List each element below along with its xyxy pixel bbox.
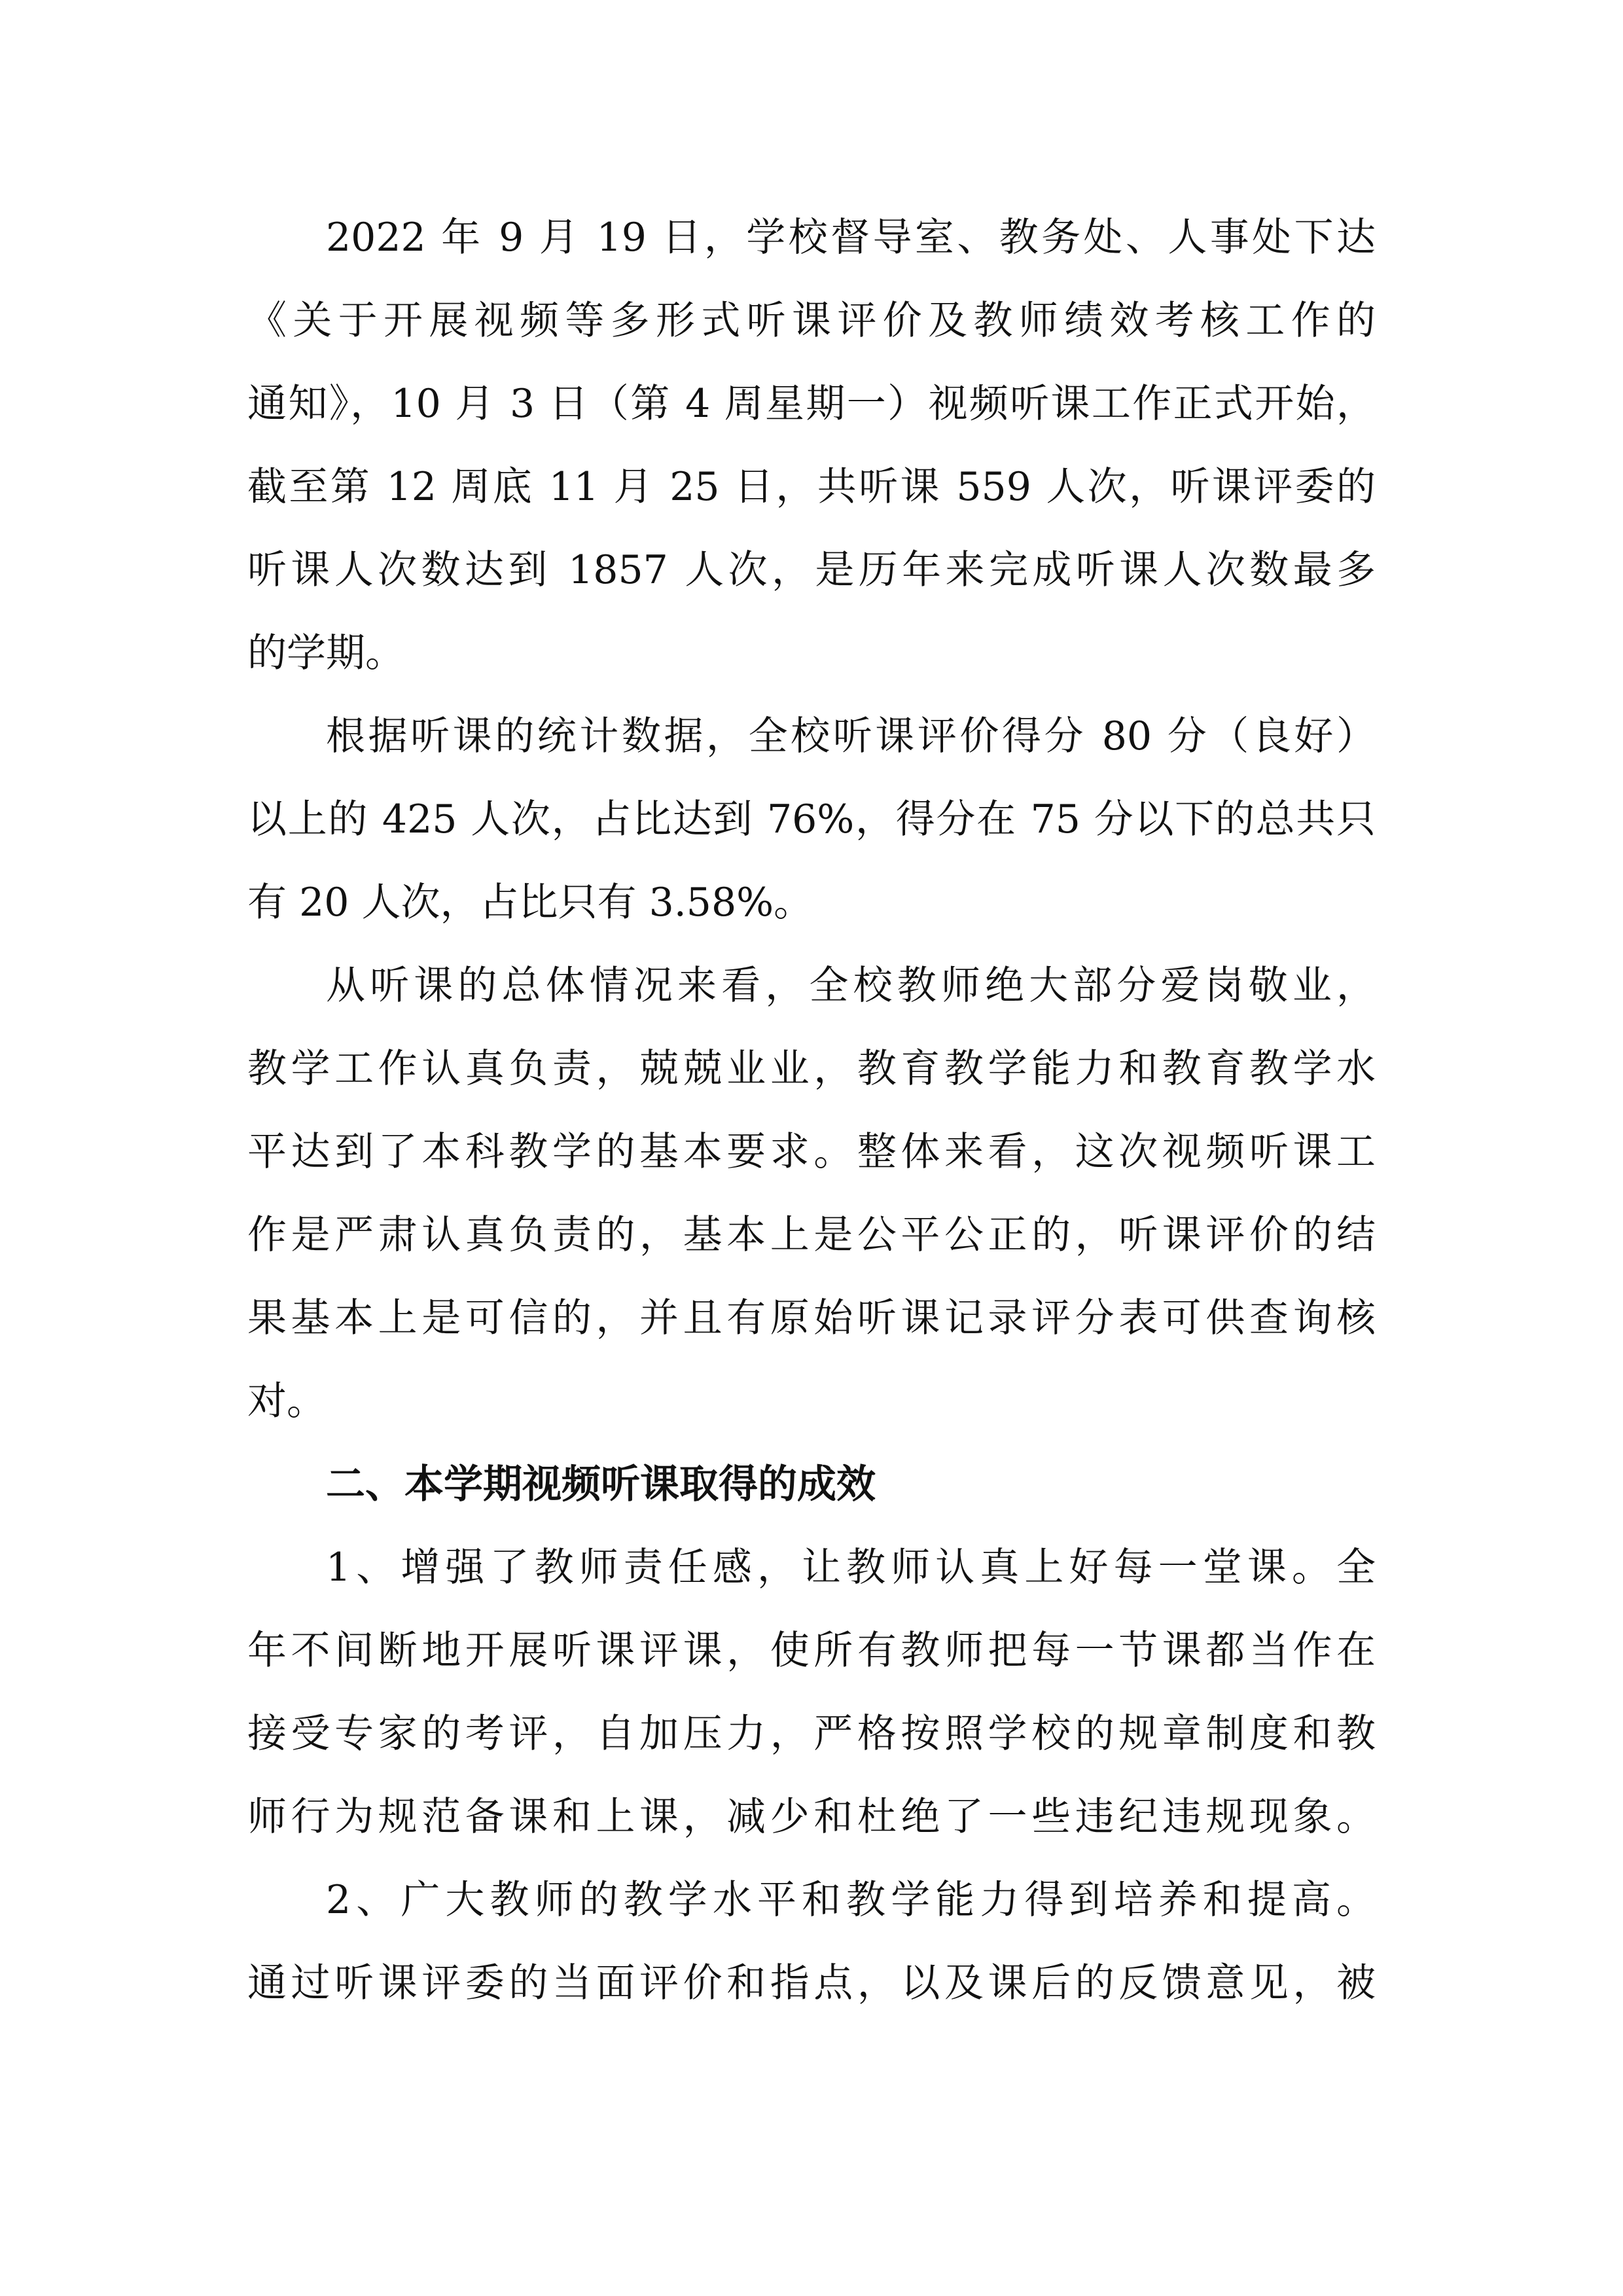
text-line: 年不间断地开展听课评课，使所有教师把每一节课都当作在 <box>247 1628 1376 1674</box>
text-line: 以上的 425 人次，占比达到 76%，得分在 75 分以下的总共只 <box>247 797 1376 842</box>
text-line: 通知》，10 月 3 日（第 4 周星期一）视频听课工作正式开始， <box>247 381 1376 427</box>
text-line: 平达到了本科教学的基本要求。整体来看，这次视频听课工 <box>247 1129 1376 1175</box>
section-heading: 二、本学期视频听课取得的成效 <box>326 1462 876 1507</box>
text-line: 通过听课评委的当面评价和指点，以及课后的反馈意见，被 <box>247 1960 1376 2006</box>
text-line: 2、广大教师的教学水平和教学能力得到培养和提高。 <box>326 1877 1376 1923</box>
text-line: 接受专家的考评，自加压力，严格按照学校的规章制度和教 <box>247 1711 1376 1757</box>
text-line: 从听课的总体情况来看，全校教师绝大部分爱岗敬业， <box>326 963 1376 1009</box>
paragraph-overview <box>247 196 1376 695</box>
paragraph-achievement-1 <box>247 1526 1376 1859</box>
text-line: 《关于开展视频等多形式听课评价及教师绩效考核工作的 <box>247 298 1376 344</box>
text-line: 果基本上是可信的，并且有原始听课记录评分表可供查询核 <box>247 1295 1376 1341</box>
text-line: 有 20 人次，占比只有 3.58%。 <box>247 880 813 925</box>
text-line: 听课人次数达到 1857 人次，是历年来完成听课人次数最多 <box>247 547 1376 593</box>
text-line: 师行为规范备课和上课，减少和杜绝了一些违纪违规现象。 <box>247 1794 1376 1840</box>
text-line: 作是严肃认真负责的，基本上是公平公正的，听课评价的结 <box>247 1212 1376 1258</box>
text-line: 的学期。 <box>247 630 404 676</box>
paragraph-achievement-2 <box>247 1859 1376 2025</box>
text-line: 截至第 12 周底 11 月 25 日，共听课 559 人次，听课评委的 <box>247 464 1376 510</box>
paragraph-assessment <box>247 944 1376 1443</box>
text-line: 1、增强了教师责任感，让教师认真上好每一堂课。全 <box>326 1545 1376 1590</box>
text-line: 根据听课的统计数据，全校听课评价得分 80 分（良好） <box>326 713 1376 759</box>
document-page <box>247 196 1376 2025</box>
text-line: 2022 年 9 月 19 日，学校督导室、教务处、人事处下达 <box>326 215 1376 260</box>
paragraph-statistics <box>247 695 1376 944</box>
text-line: 对。 <box>247 1378 326 1424</box>
text-line: 教学工作认真负责，兢兢业业，教育教学能力和教育教学水 <box>247 1046 1376 1092</box>
